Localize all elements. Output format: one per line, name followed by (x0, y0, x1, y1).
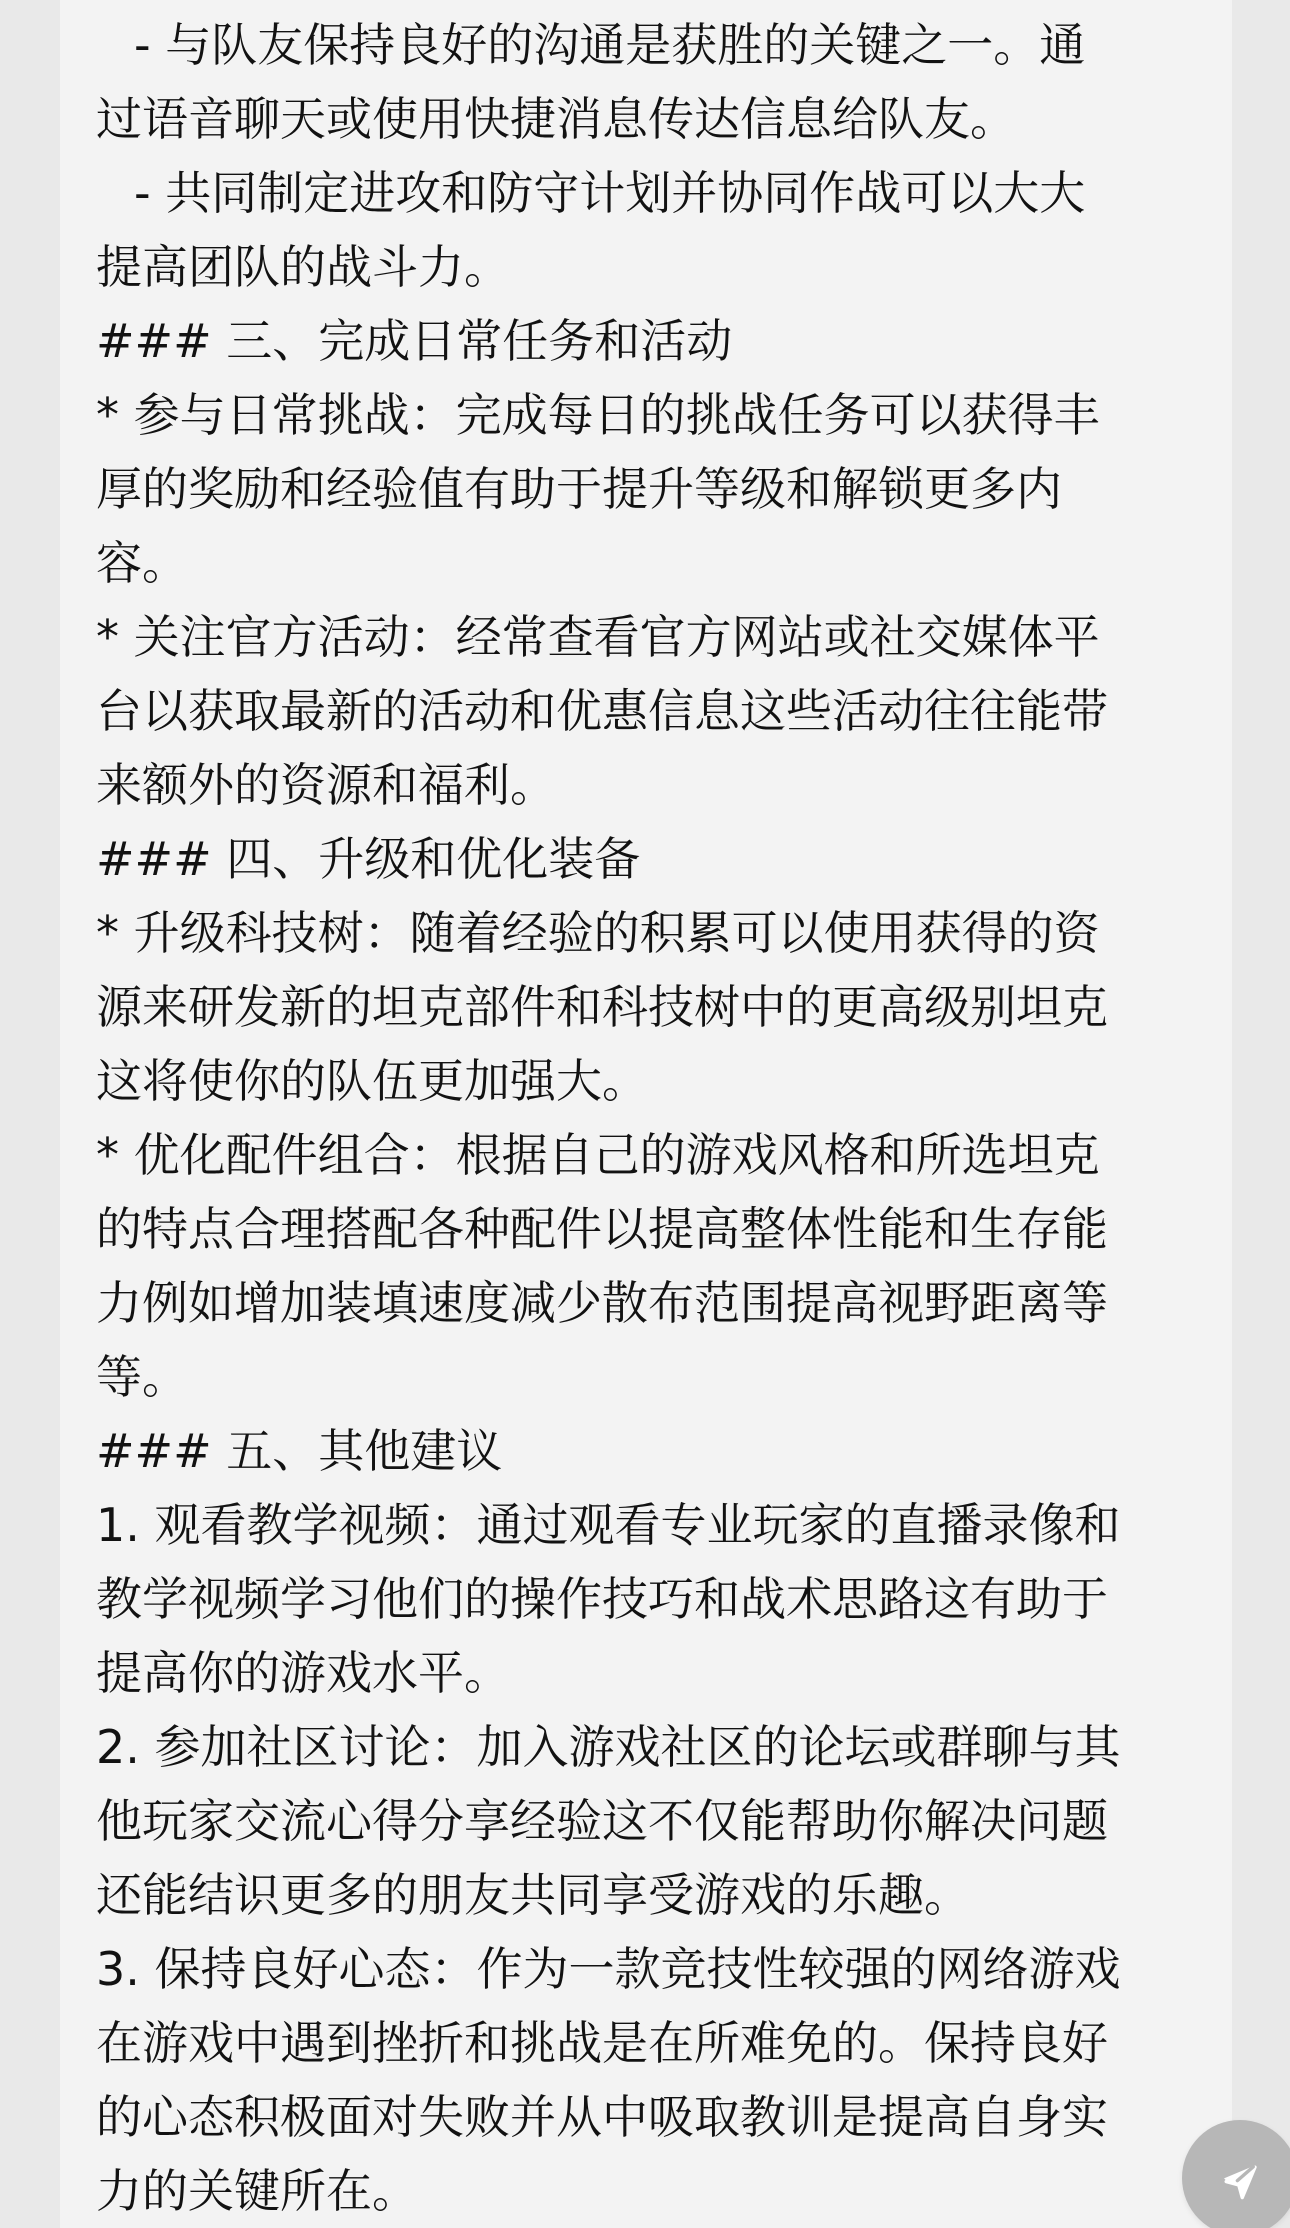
text-line: 力例如增加装填速度减少散布范围提高视野距离等 (96, 1276, 1108, 1330)
text-line: 在游戏中遇到挫折和挑战是在所难免的。保持良好 (96, 2016, 1108, 2070)
text-line: - 与队友保持良好的沟通是获胜的关键之一。通 (134, 18, 1086, 72)
text-line: * 关注官方活动：经常查看官方网站或社交媒体平 (96, 610, 1100, 664)
text-line: 他玩家交流心得分享经验这不仅能帮助你解决问题 (96, 1794, 1108, 1848)
text-line: 的特点合理搭配各种配件以提高整体性能和生存能 (96, 1202, 1108, 1256)
text-line: 这将使你的队伍更加强大。 (96, 1054, 648, 1108)
section-heading: ### 四、升级和优化装备 (96, 832, 641, 886)
text-line: 厚的奖励和经验值有助于提升等级和解锁更多内 (96, 462, 1062, 516)
share-icon (1216, 2154, 1264, 2202)
section-heading: ### 五、其他建议 (96, 1424, 503, 1478)
text-line: 源来研发新的坦克部件和科技树中的更高级别坦克 (96, 980, 1108, 1034)
text-line: * 升级科技树：随着经验的积累可以使用获得的资 (96, 906, 1100, 960)
text-line: 等。 (96, 1350, 188, 1404)
text-line: * 参与日常挑战：完成每日的挑战任务可以获得丰 (96, 388, 1100, 442)
text-line: 2. 参加社区讨论：加入游戏社区的论坛或群聊与其 (96, 1720, 1121, 1774)
section-heading: ### 三、完成日常任务和活动 (96, 314, 733, 368)
text-line: 1. 观看教学视频：通过观看专业玩家的直播录像和 (96, 1498, 1121, 1552)
text-line: 来额外的资源和福利。 (96, 758, 556, 812)
text-content (96, 8, 1206, 2228)
text-line: 的心态积极面对失败并从中吸取教训是提高自身实 (96, 2090, 1108, 2144)
text-line: 提高团队的战斗力。 (96, 240, 510, 294)
text-line: 教学视频学习他们的操作技巧和战术思路这有助于 (96, 1572, 1108, 1626)
text-line: - 共同制定进攻和防守计划并协同作战可以大大 (134, 166, 1086, 220)
text-line: 还能结识更多的朋友共同享受游戏的乐趣。 (96, 1868, 970, 1922)
text-line: * 优化配件组合：根据自己的游戏风格和所选坦克 (96, 1128, 1100, 1182)
text-line: 提高你的游戏水平。 (96, 1646, 510, 1700)
text-line: 3. 保持良好心态：作为一款竞技性较强的网络游戏 (96, 1942, 1121, 1996)
text-line: 过语音聊天或使用快捷消息传达信息给队友。 (96, 92, 1016, 146)
share-button[interactable] (1182, 2120, 1290, 2228)
text-line: 容。 (96, 536, 188, 590)
text-line: 台以获取最新的活动和优惠信息这些活动往往能带 (96, 684, 1108, 738)
text-line: 力的关键所在。 (96, 2164, 418, 2218)
